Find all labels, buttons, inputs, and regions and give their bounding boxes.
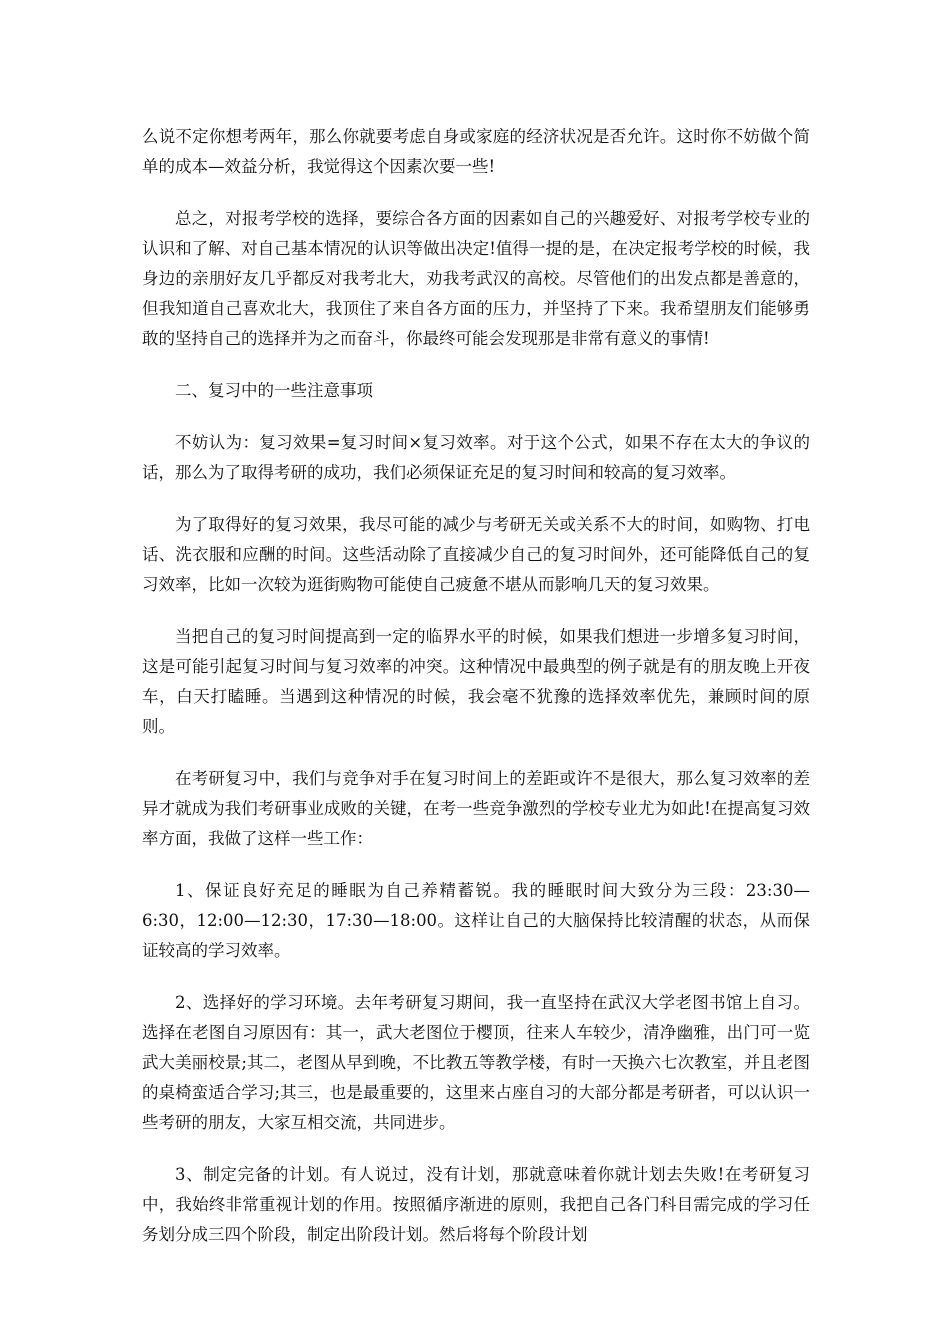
paragraph-5: 当把自己的复习时间提高到一定的临界水平的时候，如果我们想进一步增多复习时间，这是可能引起复习时间与复习效率的冲突。这种情况中最典型的例子就是有的朋友晚上开夜车，白天打瞌睡。当遇到这种情况的时候，我会毫不犹豫的选择效率优先，兼顾时间的原则。 (142, 627, 810, 736)
list-item-plan: 3、制定完备的计划。有人说过，没有计划，那就意味着你就计划去失败!在考研复习中，我始终非常重视计划的作用。按照循序渐进的原则，我把自己各门科目需完成的学习任务划分成三四个阶段，制定出阶段计划。然后将每个阶段计划 (142, 1165, 810, 1244)
paragraph-6: 在考研复习中，我们与竞争对手在复习时间上的差距或许不是很大，那么复习效率的差异才就成为我们考研事业成败的关键，在考一些竞争激烈的学校专业尤为如此!在提高复习效率方面，我做了这样一些工作： (142, 769, 810, 848)
paragraph-1: 么说不定你想考两年，那么你就要考虑自身或家庭的经济状况是否允许。这时你不妨做个简单的成本—效益分析，我觉得这个因素次要一些! (142, 127, 810, 176)
paragraph-4: 为了取得好的复习效果，我尽可能的减少与考研无关或关系不大的时间，如购物、打电话、洗衣服和应酬的时间。这些活动除了直接减少自己的复习时间外，还可能降低自己的复习效率，比如一次较为逛街购物可能使自己疲惫不堪从而影响几天的复习效果。 (142, 515, 810, 594)
section-heading: 二、复习中的一些注意事项 (175, 381, 373, 400)
list-item-sleep: 1、保证良好充足的睡眠为自己养精蓄锐。我的睡眠时间大致分为三段：23:30—6:30，12:00—12:30，17:30—18:00。这样让自己的大脑保持比较清醒的状态，从而保证较高的学习效率。 (142, 881, 810, 960)
paragraph-3: 不妨认为：复习效果=复习时间×复习效率。对于这个公式，如果不存在太大的争议的话，那么为了取得考研的成功，我们必须保证充足的复习时间和较高的复习效率。 (142, 433, 810, 482)
document-body (142, 122, 810, 1272)
paragraph-2: 总之，对报考学校的选择，要综合各方面的因素如自己的兴趣爱好、对报考学校专业的认识和了解、对自己基本情况的认识等做出决定!值得一提的是，在决定报考学校的时候，我身边的亲朋好友几乎都反对我考北大，劝我考武汉的高校。尽管他们的出发点都是善意的，但我知道自己喜欢北大，我顶住了来自各方面的压力，并坚持了下来。我希望朋友们能够勇敢的坚持自己的选择并为之而奋斗，你最终可能会发现那是非常有意义的事情! (142, 209, 810, 348)
list-item-environment: 2、选择好的学习环境。去年考研复习期间，我一直坚持在武汉大学老图书馆上自习。选择在老图自习原因有：其一，武大老图位于樱顶，往来人车较少，清净幽雅，出门可一览武大美丽校景;其二，老图从早到晚，不比教五等教学楼，有时一天换六七次教室，并且老图的桌椅蛮适合学习;其三，也是最重要的，这里来占座自习的大部分都是考研者，可以认识一些考研的朋友，大家互相交流，共同进步。 (142, 993, 810, 1132)
